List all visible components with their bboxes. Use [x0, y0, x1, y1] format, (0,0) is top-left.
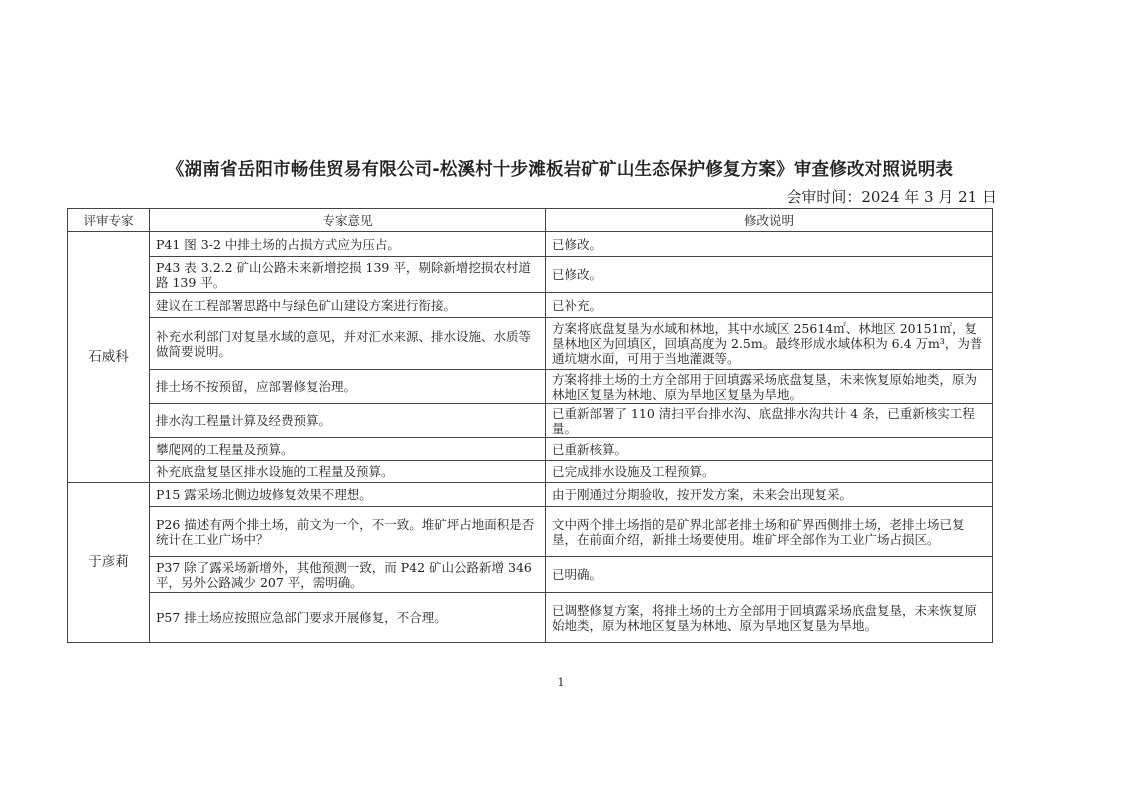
opinion-cell: 攀爬网的工程量及预算。	[150, 438, 546, 461]
table-row	[68, 232, 993, 257]
header-opinion: 专家意见	[150, 209, 546, 232]
table-row	[68, 293, 993, 318]
revision-cell: 方案将排土场的土方全部用于回填露采场底盘复垦，未来恢复原始地类，原为林地区复垦为林地、原为旱地区复垦为旱地。	[546, 370, 993, 404]
revision-cell: 已完成排水设施及工程预算。	[546, 461, 993, 483]
opinion-cell: 排水沟工程量计算及经费预算。	[150, 404, 546, 438]
revision-cell: 已调整修复方案，将排土场的土方全部用于回填露采场底盘复垦，未来恢复原始地类，原为林地区复垦为林地、原为旱地区复垦为旱地。	[546, 593, 993, 643]
header-revision: 修改说明	[546, 209, 993, 232]
revision-cell: 已补充。	[546, 293, 993, 318]
table-row	[68, 370, 993, 404]
opinion-cell: 补充水利部门对复垦水域的意见，并对汇水来源、排水设施、水质等做简要说明。	[150, 318, 546, 370]
table-row	[68, 404, 993, 438]
meeting-time: 会审时间：2024 年 3 月 21 日	[786, 188, 997, 206]
expert-name: 于彦莉	[68, 483, 150, 643]
opinion-cell: 建议在工程部署思路中与绿色矿山建设方案进行衔接。	[150, 293, 546, 318]
table-row	[68, 257, 993, 293]
table-row	[68, 318, 993, 370]
opinion-cell: P57 排土场应按照应急部门要求开展修复，不合理。	[150, 593, 546, 643]
table-row	[68, 483, 993, 507]
opinion-cell: 排土场不按预留，应部署修复治理。	[150, 370, 546, 404]
header-expert: 评审专家	[68, 209, 150, 232]
table-row	[68, 507, 993, 557]
opinion-cell: P15 露采场北侧边坡修复效果不理想。	[150, 483, 546, 507]
table-row	[68, 461, 993, 483]
opinion-cell: P41 图 3-2 中排土场的占损方式应为压占。	[150, 232, 546, 257]
review-table	[67, 208, 993, 643]
opinion-cell: 补充底盘复垦区排水设施的工程量及预算。	[150, 461, 546, 483]
expert-name: 石威科	[68, 232, 150, 483]
table-header-row	[68, 209, 993, 232]
opinion-cell: P43 表 3.2.2 矿山公路未来新增挖损 139 平，剔除新增挖损农村道路 139 平。	[150, 257, 546, 293]
page-number: 1	[557, 676, 565, 689]
revision-cell: 已修改。	[546, 232, 993, 257]
opinion-cell: P26 描述有两个排土场，前文为一个，不一致。堆矿坪占地面积是否统计在工业广场中？	[150, 507, 546, 557]
revision-cell: 已修改。	[546, 257, 993, 293]
table-row	[68, 593, 993, 643]
revision-cell: 已重新核算。	[546, 438, 993, 461]
revision-cell: 已明确。	[546, 557, 993, 593]
revision-cell: 文中两个排土场指的是矿界北部老排土场和矿界西侧排土场，老排土场已复垦，在前面介绍，新排土场要使用。堆矿坪全部作为工业广场占损区。	[546, 507, 993, 557]
opinion-cell: P37 除了露采场新增外，其他预测一致，而 P42 矿山公路新增 346 平，另外公路减少 207 平，需明确。	[150, 557, 546, 593]
revision-cell: 方案将底盘复垦为水域和林地，其中水域区 25614㎡、林地区 20151㎡，复垦林地区为回填区，回填高度为 2.5m。最终形成水域体积为 6.4 万m³，为普通坑塘水面，可用于当地灌溉等。	[546, 318, 993, 370]
table-row	[68, 557, 993, 593]
revision-cell: 已重新部署了 110 清扫平台排水沟、底盘排水沟共计 4 条，已重新核实工程量。	[546, 404, 993, 438]
document-title: 《湖南省岳阳市畅佳贸易有限公司-松溪村十步滩板岩矿矿山生态保护修复方案》审查修改对照说明表	[166, 160, 954, 180]
table-row	[68, 438, 993, 461]
revision-cell: 由于刚通过分期验收，按开发方案，未来会出现复采。	[546, 483, 993, 507]
